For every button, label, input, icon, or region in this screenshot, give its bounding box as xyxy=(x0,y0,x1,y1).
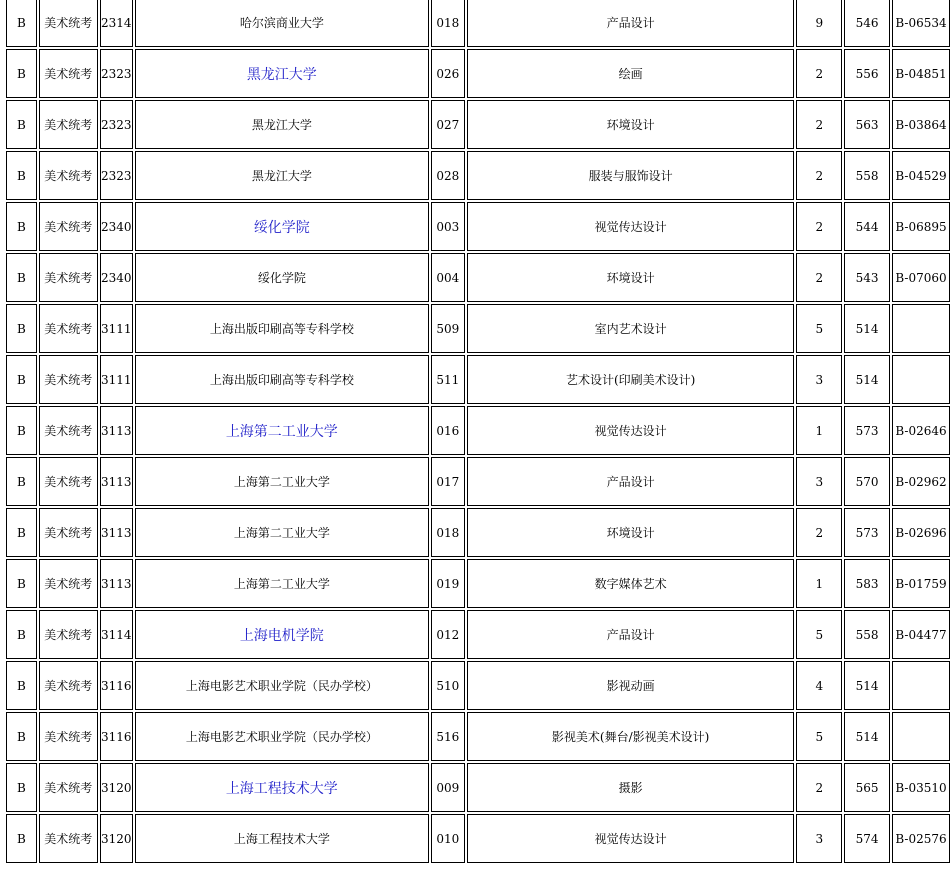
table-wrapper xyxy=(4,0,952,865)
major-name-cell: 室内艺术设计 xyxy=(467,304,795,353)
major-code-cell: 003 xyxy=(431,202,465,251)
plan-count-cell: 1 xyxy=(796,559,842,608)
school-name-cell xyxy=(135,508,429,557)
school-link[interactable]: 上海工程技术大学 xyxy=(225,780,338,797)
school-link[interactable]: 上海电机学院 xyxy=(239,627,324,644)
batch-cell: B xyxy=(6,559,37,608)
plan-count-cell: 2 xyxy=(796,49,842,98)
major-code-cell: 516 xyxy=(431,712,465,761)
major-name-cell: 服装与服饰设计 xyxy=(467,151,795,200)
major-name-cell: 视觉传达设计 xyxy=(467,202,795,251)
category-cell: 美术统考 xyxy=(39,253,98,302)
table-row xyxy=(6,559,950,608)
school-name: 上海出版印刷高等专科学校 xyxy=(209,322,354,336)
school-code-cell: 2340 xyxy=(100,202,133,251)
school-code-cell: 3116 xyxy=(100,712,133,761)
table-row xyxy=(6,712,950,761)
plan-count-cell: 3 xyxy=(796,457,842,506)
major-code-cell: 019 xyxy=(431,559,465,608)
table-row xyxy=(6,202,950,251)
batch-cell: B xyxy=(6,712,37,761)
category-cell: 美术统考 xyxy=(39,100,98,149)
batch-cell: B xyxy=(6,661,37,710)
category-cell: 美术统考 xyxy=(39,202,98,251)
plan-count-cell: 5 xyxy=(796,304,842,353)
school-code-cell: 3120 xyxy=(100,763,133,812)
min-score-cell: 563 xyxy=(844,100,890,149)
school-name-cell xyxy=(135,406,429,455)
plan-count-cell: 3 xyxy=(796,814,842,863)
plan-count-cell: 2 xyxy=(796,763,842,812)
school-code-cell: 3114 xyxy=(100,610,133,659)
school-name-cell xyxy=(135,355,429,404)
rank-cell xyxy=(892,661,950,710)
school-name: 上海电影艺术职业学院（民办学校） xyxy=(185,730,378,744)
min-score-cell: 514 xyxy=(844,661,890,710)
table-row xyxy=(6,406,950,455)
batch-cell: B xyxy=(6,49,37,98)
batch-cell: B xyxy=(6,0,37,47)
school-name-cell xyxy=(135,661,429,710)
rank-cell: B-07060 xyxy=(892,253,950,302)
school-code-cell: 3111 xyxy=(100,355,133,404)
major-code-cell: 016 xyxy=(431,406,465,455)
rank-cell xyxy=(892,712,950,761)
table-row xyxy=(6,355,950,404)
rank-cell xyxy=(892,355,950,404)
school-code-cell: 3116 xyxy=(100,661,133,710)
rank-cell: B-02696 xyxy=(892,508,950,557)
plan-count-cell: 2 xyxy=(796,100,842,149)
plan-count-cell: 5 xyxy=(796,712,842,761)
min-score-cell: 556 xyxy=(844,49,890,98)
category-cell: 美术统考 xyxy=(39,457,98,506)
batch-cell: B xyxy=(6,253,37,302)
batch-cell: B xyxy=(6,100,37,149)
major-name-cell: 产品设计 xyxy=(467,457,795,506)
table-row xyxy=(6,508,950,557)
min-score-cell: 570 xyxy=(844,457,890,506)
school-name: 黑龙江大学 xyxy=(251,169,312,183)
major-name-cell: 绘画 xyxy=(467,49,795,98)
rank-cell: B-01759 xyxy=(892,559,950,608)
major-name-cell: 视觉传达设计 xyxy=(467,814,795,863)
school-code-cell: 3111 xyxy=(100,304,133,353)
major-name-cell: 产品设计 xyxy=(467,610,795,659)
table-row xyxy=(6,304,950,353)
major-name-cell: 产品设计 xyxy=(467,0,795,47)
table-row xyxy=(6,253,950,302)
table-row xyxy=(6,457,950,506)
batch-cell: B xyxy=(6,406,37,455)
rank-cell: B-04477 xyxy=(892,610,950,659)
major-name-cell: 环境设计 xyxy=(467,253,795,302)
major-name-cell: 艺术设计(印刷美术设计) xyxy=(467,355,795,404)
school-name-cell xyxy=(135,0,429,47)
plan-count-cell: 1 xyxy=(796,406,842,455)
category-cell: 美术统考 xyxy=(39,0,98,47)
min-score-cell: 583 xyxy=(844,559,890,608)
category-cell: 美术统考 xyxy=(39,508,98,557)
major-code-cell: 012 xyxy=(431,610,465,659)
major-name-cell: 摄影 xyxy=(467,763,795,812)
school-code-cell: 3113 xyxy=(100,508,133,557)
school-name-cell xyxy=(135,202,429,251)
major-name-cell: 数字媒体艺术 xyxy=(467,559,795,608)
category-cell: 美术统考 xyxy=(39,49,98,98)
school-name-cell xyxy=(135,100,429,149)
plan-count-cell: 2 xyxy=(796,253,842,302)
major-code-cell: 509 xyxy=(431,304,465,353)
major-name-cell: 视觉传达设计 xyxy=(467,406,795,455)
batch-cell: B xyxy=(6,763,37,812)
batch-cell: B xyxy=(6,202,37,251)
school-code-cell: 3120 xyxy=(100,814,133,863)
batch-cell: B xyxy=(6,814,37,863)
school-name: 上海出版印刷高等专科学校 xyxy=(209,373,354,387)
major-code-cell: 510 xyxy=(431,661,465,710)
school-name-cell xyxy=(135,559,429,608)
plan-count-cell: 4 xyxy=(796,661,842,710)
school-code-cell: 3113 xyxy=(100,406,133,455)
min-score-cell: 558 xyxy=(844,151,890,200)
major-name-cell: 环境设计 xyxy=(467,508,795,557)
category-cell: 美术统考 xyxy=(39,712,98,761)
table-row xyxy=(6,763,950,812)
rank-cell: B-06895 xyxy=(892,202,950,251)
min-score-cell: 543 xyxy=(844,253,890,302)
table-row xyxy=(6,49,950,98)
min-score-cell: 514 xyxy=(844,712,890,761)
min-score-cell: 573 xyxy=(844,406,890,455)
major-code-cell: 017 xyxy=(431,457,465,506)
category-cell: 美术统考 xyxy=(39,151,98,200)
rank-cell: B-02962 xyxy=(892,457,950,506)
plan-count-cell: 9 xyxy=(796,0,842,47)
school-name-cell xyxy=(135,763,429,812)
school-name: 上海第二工业大学 xyxy=(233,526,330,540)
major-code-cell: 511 xyxy=(431,355,465,404)
rank-cell: B-06534 xyxy=(892,0,950,47)
batch-cell: B xyxy=(6,457,37,506)
school-link[interactable]: 绥化学院 xyxy=(253,219,310,236)
batch-cell: B xyxy=(6,508,37,557)
major-name-cell: 影视动画 xyxy=(467,661,795,710)
school-code-cell: 3113 xyxy=(100,457,133,506)
min-score-cell: 514 xyxy=(844,355,890,404)
table-row xyxy=(6,814,950,863)
school-name-cell xyxy=(135,151,429,200)
table-row xyxy=(6,151,950,200)
school-name-cell xyxy=(135,253,429,302)
school-code-cell: 2323 xyxy=(100,49,133,98)
school-code-cell: 2314 xyxy=(100,0,133,47)
school-name: 绥化学院 xyxy=(257,271,306,285)
rank-cell: B-02646 xyxy=(892,406,950,455)
school-name: 上海第二工业大学 xyxy=(233,475,330,489)
plan-count-cell: 5 xyxy=(796,610,842,659)
min-score-cell: 546 xyxy=(844,0,890,47)
major-code-cell: 028 xyxy=(431,151,465,200)
school-name: 上海电影艺术职业学院（民办学校） xyxy=(185,679,378,693)
major-code-cell: 026 xyxy=(431,49,465,98)
major-code-cell: 018 xyxy=(431,0,465,47)
rank-cell: B-04851 xyxy=(892,49,950,98)
rank-cell: B-02576 xyxy=(892,814,950,863)
major-name-cell: 环境设计 xyxy=(467,100,795,149)
batch-cell: B xyxy=(6,151,37,200)
school-code-cell: 2323 xyxy=(100,100,133,149)
min-score-cell: 544 xyxy=(844,202,890,251)
batch-cell: B xyxy=(6,610,37,659)
rank-cell: B-04529 xyxy=(892,151,950,200)
school-name-cell xyxy=(135,610,429,659)
category-cell: 美术统考 xyxy=(39,814,98,863)
table-row xyxy=(6,100,950,149)
school-name: 上海工程技术大学 xyxy=(233,832,330,846)
major-name-cell: 影视美术(舞台/影视美术设计) xyxy=(467,712,795,761)
school-code-cell: 3113 xyxy=(100,559,133,608)
school-name: 黑龙江大学 xyxy=(251,118,312,132)
table-row xyxy=(6,0,950,47)
table-row xyxy=(6,610,950,659)
major-code-cell: 010 xyxy=(431,814,465,863)
batch-cell: B xyxy=(6,355,37,404)
plan-count-cell: 2 xyxy=(796,202,842,251)
school-name-cell xyxy=(135,457,429,506)
category-cell: 美术统考 xyxy=(39,304,98,353)
min-score-cell: 573 xyxy=(844,508,890,557)
school-code-cell: 2323 xyxy=(100,151,133,200)
school-name: 上海第二工业大学 xyxy=(233,577,330,591)
category-cell: 美术统考 xyxy=(39,610,98,659)
admissions-table xyxy=(4,0,952,865)
school-code-cell: 2340 xyxy=(100,253,133,302)
plan-count-cell: 2 xyxy=(796,151,842,200)
table-body xyxy=(6,0,950,863)
category-cell: 美术统考 xyxy=(39,406,98,455)
plan-count-cell: 2 xyxy=(796,508,842,557)
category-cell: 美术统考 xyxy=(39,355,98,404)
major-code-cell: 018 xyxy=(431,508,465,557)
category-cell: 美术统考 xyxy=(39,661,98,710)
school-name-cell xyxy=(135,49,429,98)
major-code-cell: 004 xyxy=(431,253,465,302)
category-cell: 美术统考 xyxy=(39,559,98,608)
plan-count-cell: 3 xyxy=(796,355,842,404)
category-cell: 美术统考 xyxy=(39,763,98,812)
rank-cell: B-03510 xyxy=(892,763,950,812)
rank-cell xyxy=(892,304,950,353)
major-code-cell: 027 xyxy=(431,100,465,149)
school-link[interactable]: 上海第二工业大学 xyxy=(225,423,338,440)
major-code-cell: 009 xyxy=(431,763,465,812)
table-row xyxy=(6,661,950,710)
school-link[interactable]: 黑龙江大学 xyxy=(246,66,317,83)
school-name-cell xyxy=(135,814,429,863)
min-score-cell: 558 xyxy=(844,610,890,659)
rank-cell: B-03864 xyxy=(892,100,950,149)
batch-cell: B xyxy=(6,304,37,353)
school-name-cell xyxy=(135,712,429,761)
min-score-cell: 514 xyxy=(844,304,890,353)
min-score-cell: 574 xyxy=(844,814,890,863)
school-name: 哈尔滨商业大学 xyxy=(239,16,324,30)
school-name-cell xyxy=(135,304,429,353)
min-score-cell: 565 xyxy=(844,763,890,812)
